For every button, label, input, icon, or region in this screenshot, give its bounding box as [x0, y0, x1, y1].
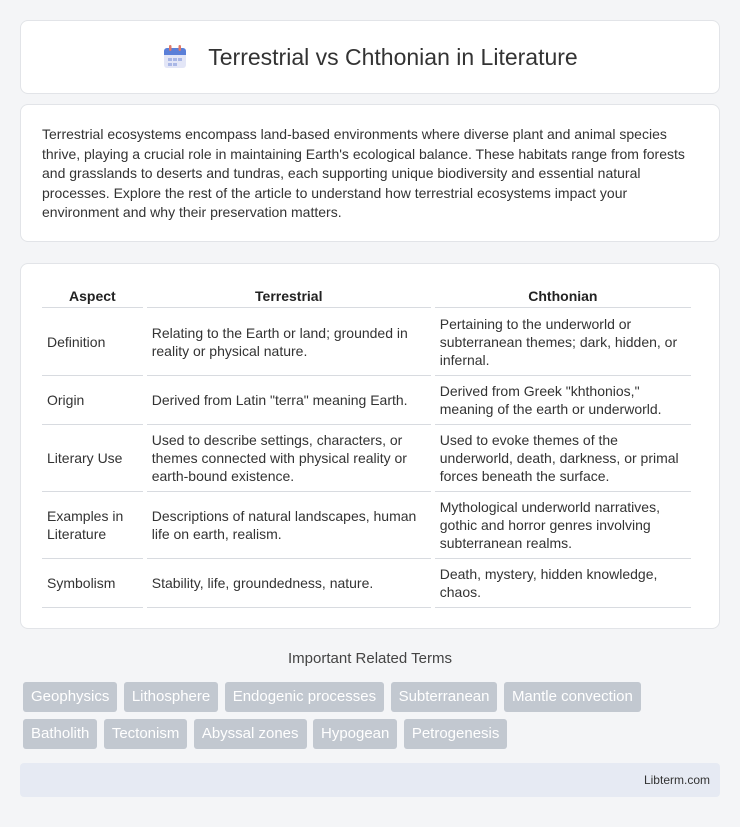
- cell-aspect: Literary Use: [42, 425, 143, 492]
- table-row: [42, 425, 691, 492]
- cell-terrestrial: Relating to the Earth or land; grounded in reality or physical nature.: [147, 308, 431, 376]
- page-title: Terrestrial vs Chthonian in Literature: [208, 43, 578, 70]
- tag-geophysics[interactable]: Geophysics: [23, 682, 117, 712]
- footer: [20, 763, 720, 797]
- cell-aspect: Examples in Literature: [42, 492, 143, 559]
- table-row: [42, 376, 691, 425]
- calendar-icon: [162, 44, 188, 70]
- tag-endogenic-processes[interactable]: Endogenic processes: [225, 682, 384, 712]
- comparison-table: [38, 284, 695, 608]
- table-row: [42, 559, 691, 608]
- header-terrestrial: Terrestrial: [147, 284, 431, 308]
- tag-subterranean[interactable]: Subterranean: [391, 682, 498, 712]
- tag-lithosphere[interactable]: Lithosphere: [124, 682, 218, 712]
- tag-abyssal-zones[interactable]: Abyssal zones: [194, 719, 307, 749]
- cell-aspect: Symbolism: [42, 559, 143, 608]
- cell-chthonian: Used to evoke themes of the underworld, death, darkness, or primal forces beneath the surface.: [435, 425, 691, 492]
- cell-aspect: Origin: [42, 376, 143, 425]
- table-header-row: [42, 284, 691, 308]
- cell-terrestrial: Descriptions of natural landscapes, human life on earth, realism.: [147, 492, 431, 559]
- cell-chthonian: Mythological underworld narratives, gothic and horror genres involving subterranean realms.: [435, 492, 691, 559]
- cell-chthonian: Death, mystery, hidden knowledge, chaos.: [435, 559, 691, 608]
- header-chthonian: Chthonian: [435, 284, 691, 308]
- comparison-card: [20, 263, 720, 629]
- cell-chthonian: Derived from Greek "khthonios," meaning of the earth or underworld.: [435, 376, 691, 425]
- related-terms-title: Important Related Terms: [288, 650, 452, 667]
- header-aspect: Aspect: [42, 284, 143, 308]
- header-card: [20, 20, 720, 94]
- table-row: [42, 308, 691, 376]
- intro-text: Terrestrial ecosystems encompass land-based environments where diverse plant and animal species thrive, playing a crucial role in maintaining Earth's ecological balance. These habitats range from forests and grasslands to deserts and tundras, each supporting unique biodiversity and essential natural processes. Explore the rest of the article to understand how terrestrial ecosystems impact your environment and why their preservation matters.: [42, 126, 685, 221]
- tag-hypogean[interactable]: Hypogean: [313, 719, 397, 749]
- table-row: [42, 492, 691, 559]
- related-terms-list: [23, 682, 713, 756]
- tag-batholith[interactable]: Batholith: [23, 719, 97, 749]
- cell-terrestrial: Stability, life, groundedness, nature.: [147, 559, 431, 608]
- cell-chthonian: Pertaining to the underworld or subterranean themes; dark, hidden, or infernal.: [435, 308, 691, 376]
- cell-terrestrial: Derived from Latin "terra" meaning Earth.: [147, 376, 431, 425]
- intro-card: [20, 104, 720, 242]
- cell-terrestrial: Used to describe settings, characters, or themes connected with physical reality or earth-bound existence.: [147, 425, 431, 492]
- cell-aspect: Definition: [42, 308, 143, 376]
- footer-site-link[interactable]: Libterm.com: [643, 773, 710, 787]
- tag-petrogenesis[interactable]: Petrogenesis: [404, 719, 508, 749]
- tag-tectonism[interactable]: Tectonism: [104, 719, 188, 749]
- tag-mantle-convection[interactable]: Mantle convection: [504, 682, 641, 712]
